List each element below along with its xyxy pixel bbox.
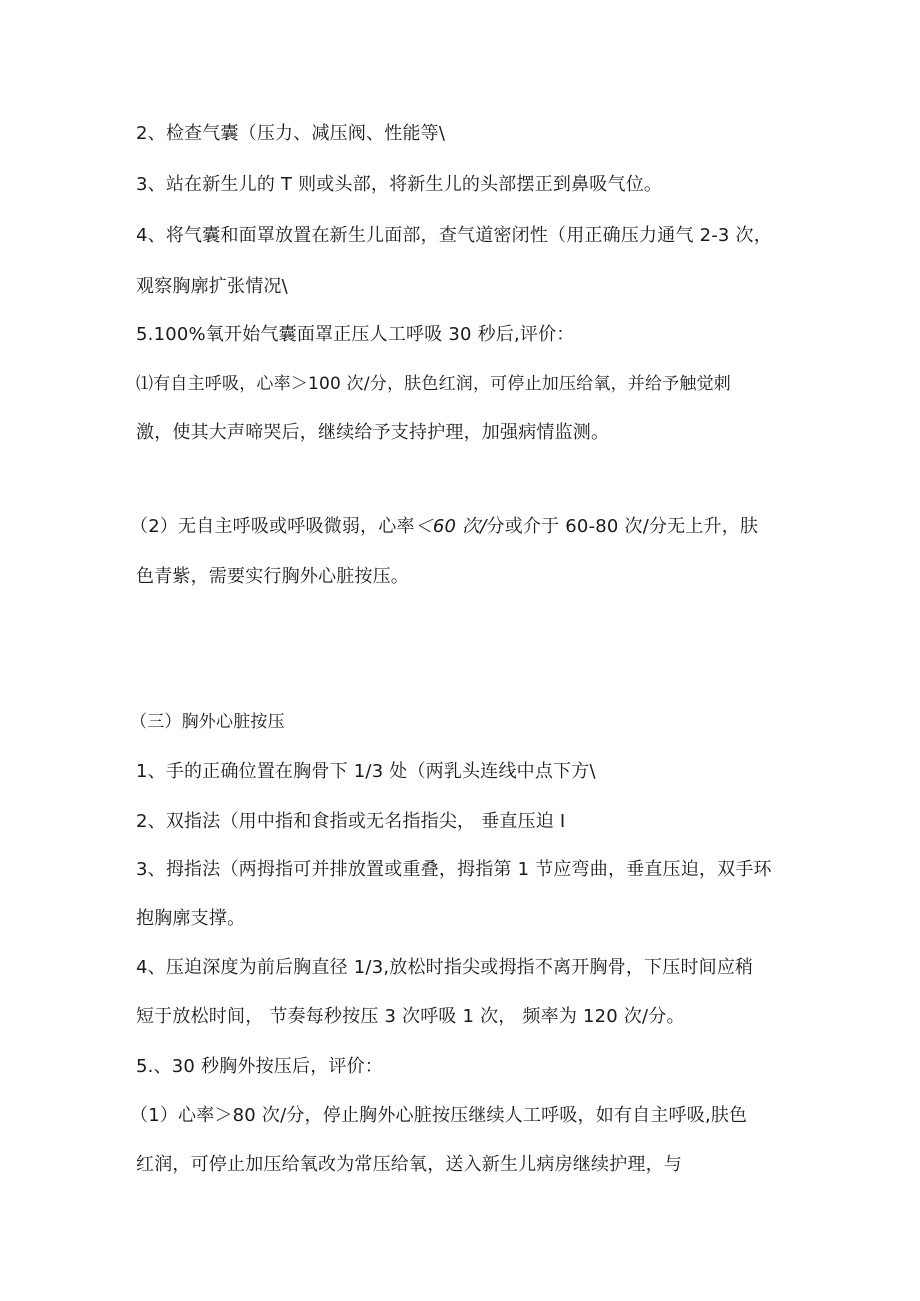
evaluation-2-line-2: 色青紫，需要实行胸外心脏按压。: [136, 566, 409, 587]
compression-step-4-line-2: 短于放松时间， 节奏每秒按压 3 次呼吸 1 次， 频率为 120 次/分。: [136, 1006, 685, 1027]
step-2-check-bag: 2、检查气囊（压力、减压阀、性能等\: [136, 123, 446, 144]
step-5-evaluation: 5.100%氧开始气囊面罩正压人工呼吸 30 秒后,评价：: [136, 324, 575, 345]
compression-step-3-line-1: 3、拇指法（两拇指可并排放置或重叠，拇指第 1 节应弯曲，垂直压迫，双手环: [136, 859, 772, 880]
compression-step-2: 2、双指法（用中指和食指或无名指指尖， 垂直压迫 I: [136, 811, 566, 832]
section-3-heading: （三）胸外心脏按压: [130, 712, 285, 732]
evaluation-2-prefix: （2）无自主呼吸或呼吸微弱，心率: [130, 516, 415, 537]
compression-eval-1-line-1: （1）心率＞80 次/分，停止胸外心脏按压继续人工呼吸，如有自主呼吸,肤色: [130, 1105, 748, 1126]
evaluation-1-line-2: 激，使其大声啼哭后，继续给予支持护理，加强病情监测。: [136, 422, 610, 443]
step-4-continuation: 观察胸廓扩张情况\: [136, 276, 288, 297]
compression-step-5: 5.、30 秒胸外按压后，评价：: [136, 1056, 383, 1077]
step-4-mask-seal: 4、将气囊和面罩放置在新生儿面部，查气道密闭性（用正确压力通气 2-3 次，: [136, 225, 772, 246]
compression-step-4-line-1: 4、压迫深度为前后胸直径 1/3,放松时指尖或拇指不离开胸骨，下压时间应稍: [136, 957, 754, 978]
compression-step-3-line-2: 抱胸廓支撑。: [136, 908, 246, 929]
compression-eval-1-line-2: 红润，可停止加压给氧改为常压给氧，送入新生儿病房继续护理，与: [136, 1154, 682, 1175]
evaluation-2-suffix: 分或介于 60-80 次/分无上升，肤: [486, 516, 759, 537]
compression-step-1: 1、手的正确位置在胸骨下 1/3 处（两乳头连线中点下方\: [136, 761, 596, 782]
evaluation-2-line-1: [130, 515, 758, 539]
step-3-position: 3、站在新生儿的 T 则或头部，将新生儿的头部摆正到鼻吸气位。: [136, 174, 663, 195]
evaluation-2-italic-rate: ＜60 次/: [414, 516, 487, 537]
evaluation-1-line-1: ⑴有自主呼吸，心率＞100 次/分，肤色红润，可停止加压给氧，并给予触觉刺: [136, 374, 731, 394]
